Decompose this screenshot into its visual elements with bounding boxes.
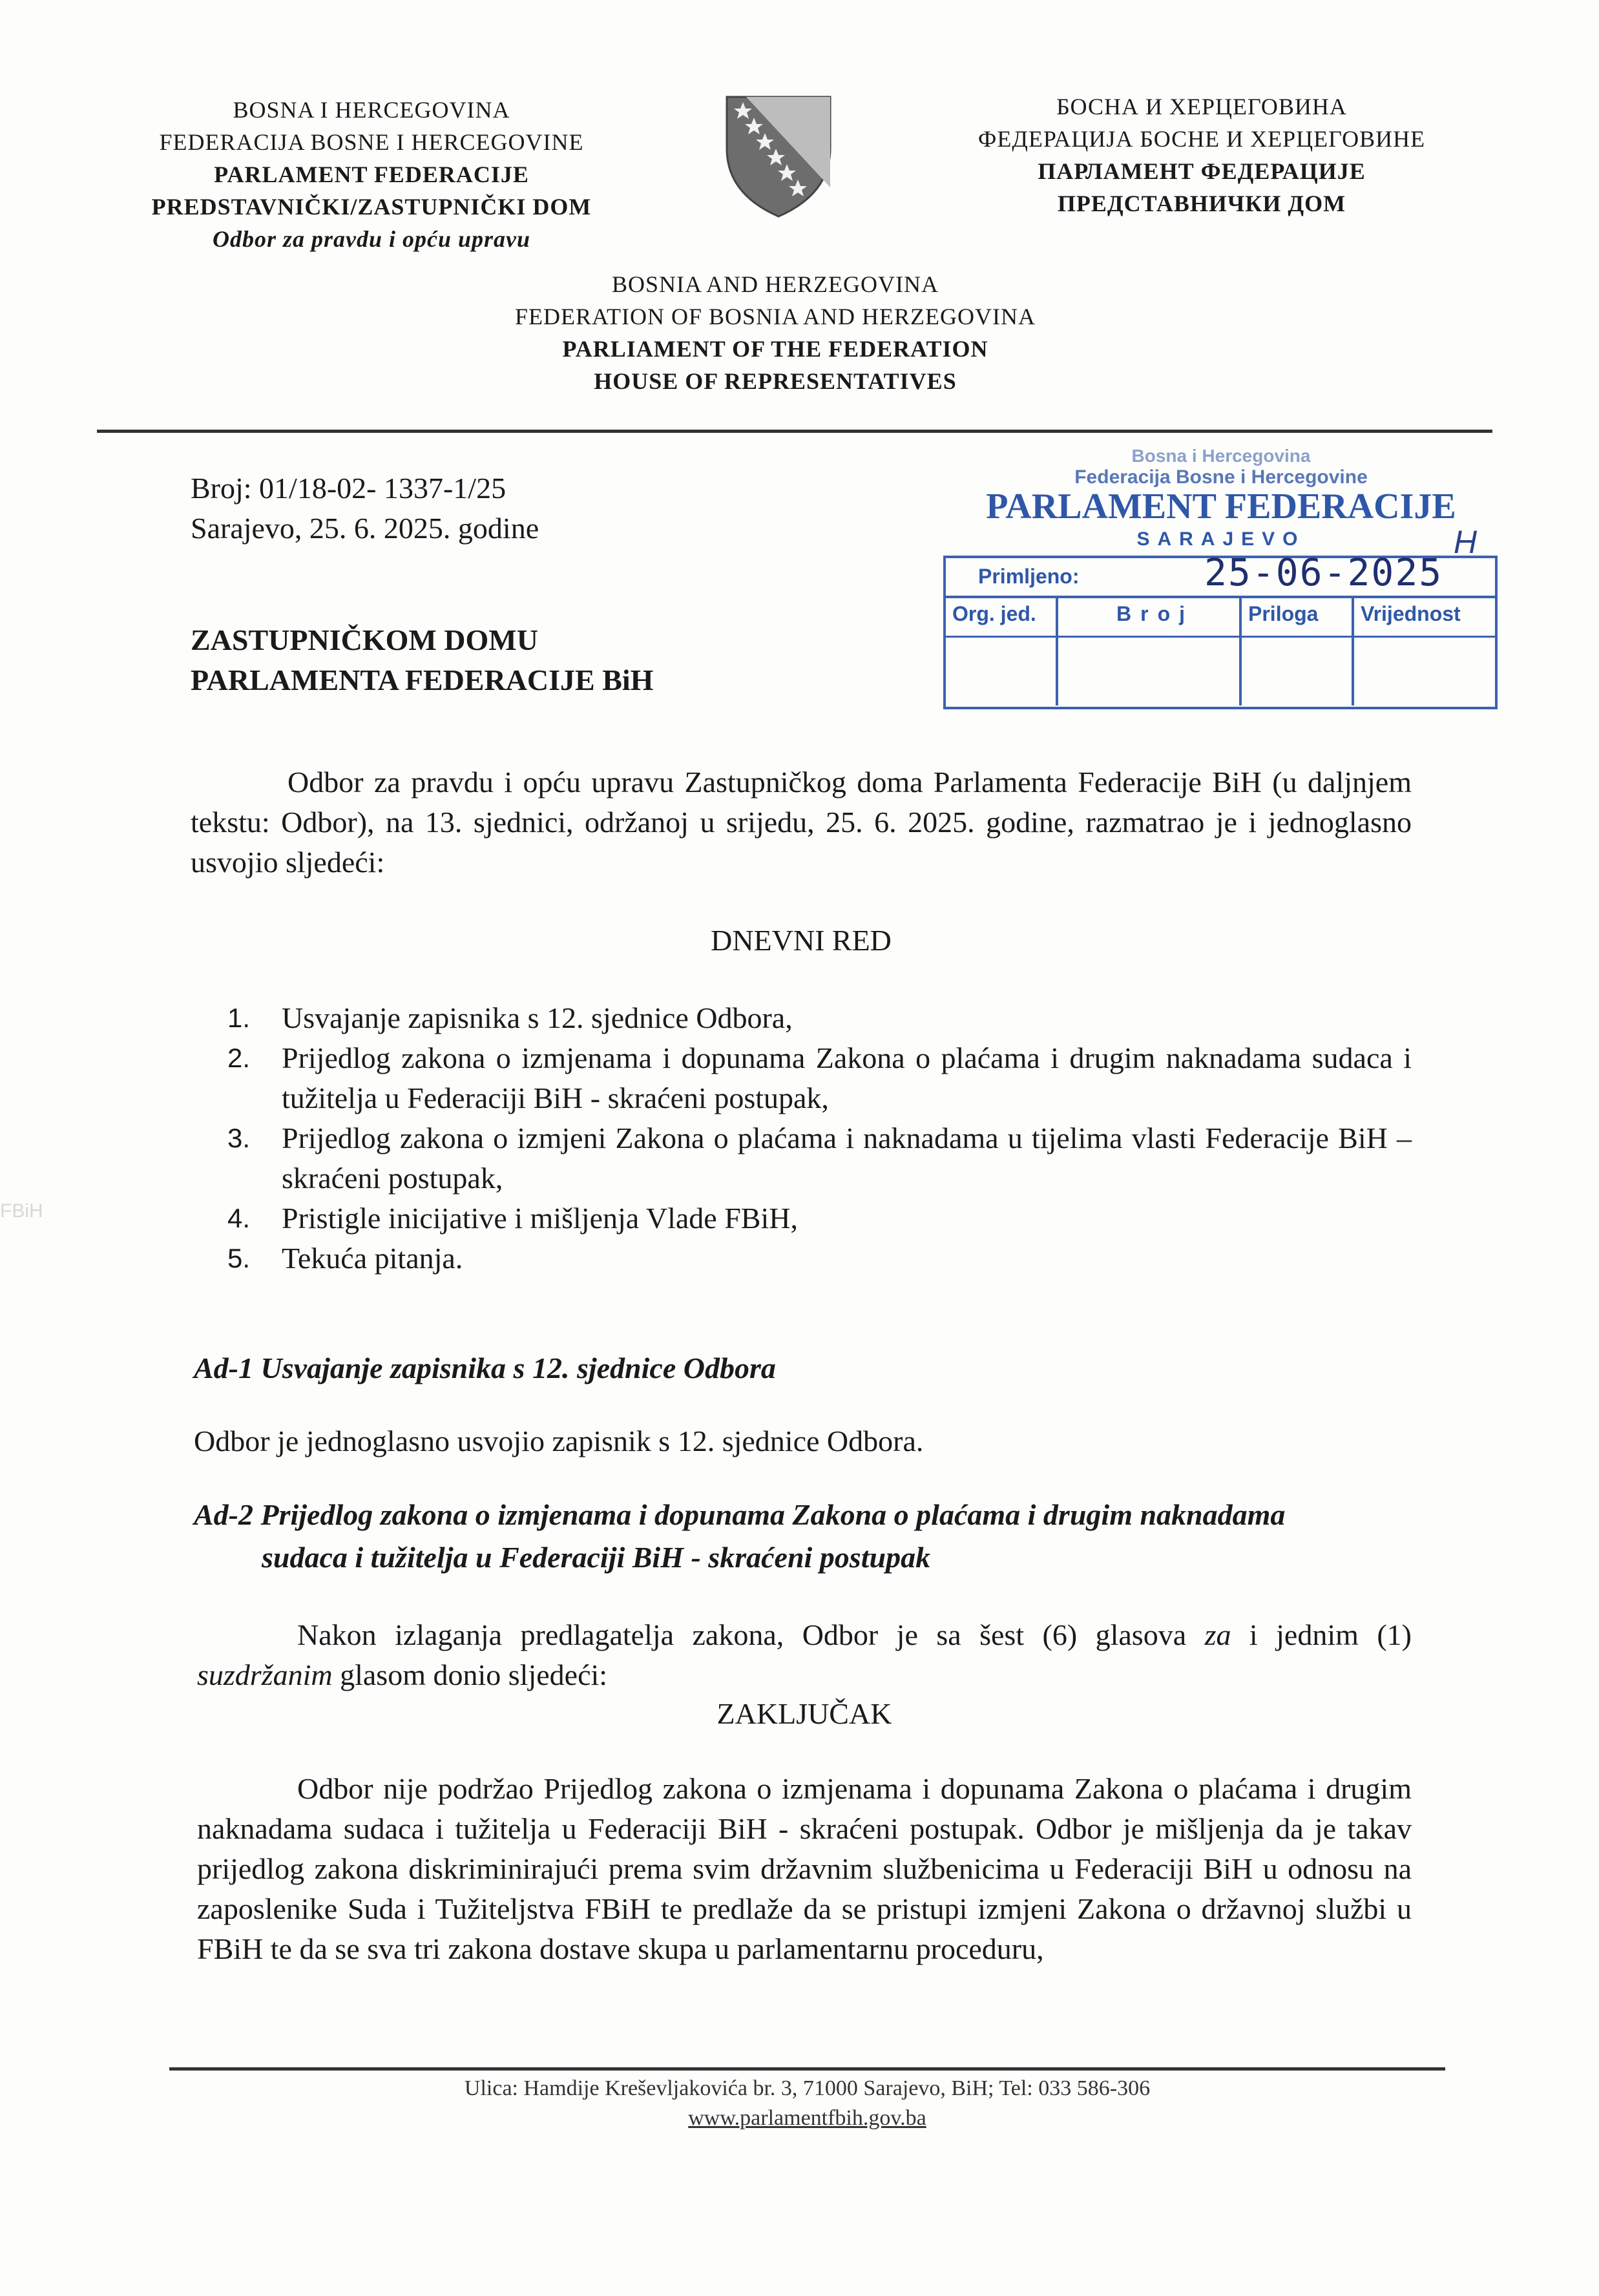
list-item xyxy=(227,1198,1412,1238)
header-house-cyrillic: ПРЕДСТАВНИЧКИ ДОМ xyxy=(1057,191,1346,216)
stamp-received-date: 25-06-2025 xyxy=(1204,550,1443,594)
stamp-country: Bosna i Hercegovina xyxy=(1131,446,1311,466)
header-country: BOSNA I HERCEGOVINA xyxy=(233,97,510,123)
header-latin xyxy=(97,94,646,255)
header-federation: FEDERACIJA BOSNE I HERCEGOVINE xyxy=(159,129,584,155)
header-house-english: HOUSE OF REPRESENTATIVES xyxy=(594,368,957,394)
list-item-number: 3. xyxy=(227,1123,251,1153)
received-stamp xyxy=(943,446,1499,711)
list-item xyxy=(227,1118,1412,1198)
stamp-handwritten-mark: H xyxy=(1454,524,1478,560)
stamp-col-priloga xyxy=(1242,598,1354,705)
list-item xyxy=(227,998,1412,1038)
vote-abstain-word: suzdržanim xyxy=(197,1658,333,1691)
addressee-line-2: PARLAMENTA FEDERACIJE BiH xyxy=(191,663,654,696)
list-item xyxy=(227,1038,1412,1118)
header-federation-cyrillic: ФЕДЕРАЦИЈА БОСНЕ И ХЕРЦЕГОВИНЕ xyxy=(977,126,1426,152)
list-item-text: Usvajanje zapisnika s 12. sjednice Odbora, xyxy=(282,1001,793,1034)
stamp-col-priloga-label: Priloga xyxy=(1248,602,1319,625)
footer xyxy=(169,2074,1445,2133)
header-committee: Odbor za pravdu i opću upravu xyxy=(212,226,531,252)
conclusion-title: ZAKLJUČAK xyxy=(716,1697,892,1730)
list-item-text: Prijedlog zakona o izmjeni Zakona o plaćama i naknadama u tijelima vlasti Federacije BiH – skraćeni postupak, xyxy=(282,1122,1412,1195)
bih-coat-of-arms-icon xyxy=(720,90,837,220)
intro-paragraph: Odbor za pravdu i opću upravu Zastupničkog doma Parlamenta Federacije BiH (u daljnjem tekstu: Odbor), na 13. sjednici, održanoj u srijedu, 25. 6. 2025. godine, razmatrao je i jednoglasno usvojio sljedeći: xyxy=(191,766,1412,879)
list-item-number: 1. xyxy=(227,1003,251,1033)
ad2-heading-line-2: sudaca i tužitelja u Federaciji BiH - skraćeni postupak xyxy=(262,1541,931,1574)
list-item-text: Pristigle inicijative i mišljenja Vlade FBiH, xyxy=(282,1202,798,1235)
header-house: PREDSTAVNIČKI/ZASTUPNIČKI DOM xyxy=(151,194,592,220)
stamp-city: SARAJEVO xyxy=(1136,528,1306,550)
header-parliament-cyrillic: ПАРЛАМЕНТ ФЕДЕРАЦИЈЕ xyxy=(1038,158,1366,184)
stamp-received-row xyxy=(946,550,1495,598)
footer-website-link[interactable]: www.parlamentfbih.gov.ba xyxy=(688,2106,926,2130)
stamp-col-vrijednost-label: Vrijednost xyxy=(1361,602,1461,625)
stamp-col-org xyxy=(946,598,1058,705)
footer-divider xyxy=(169,2067,1445,2071)
ad2-vote-paragraph xyxy=(197,1615,1412,1695)
ad2-heading xyxy=(194,1494,1415,1579)
vote-text-middle: i jednim (1) xyxy=(1231,1618,1412,1651)
ad1-heading: Ad-1 Usvajanje zapisnika s 12. sjednice Odbora xyxy=(194,1352,776,1384)
stamp-col-broj-label: Broj xyxy=(1116,602,1194,625)
side-watermark: FBiH xyxy=(0,1200,43,1222)
ad1-paragraph: Odbor je jednoglasno usvojio zapisnik s 12. sjednice Odbora. xyxy=(194,1425,924,1457)
addressee-line-1: ZASTUPNIČKOM DOMU xyxy=(191,623,538,656)
header-cyrillic xyxy=(924,90,1479,220)
list-item-text: Tekuća pitanja. xyxy=(282,1242,463,1275)
stamp-federation: Federacija Bosne i Hercegovine xyxy=(1074,466,1368,488)
stamp-table xyxy=(943,550,1498,709)
list-item-number: 5. xyxy=(227,1243,251,1273)
ad2-heading-line-1: Ad-2 Prijedlog zakona o izmjenama i dopunama Zakona o plaćama i drugim naknadama xyxy=(194,1498,1286,1531)
header-parliament-english: PARLIAMENT OF THE FEDERATION xyxy=(562,336,988,362)
reference-date: Sarajevo, 25. 6. 2025. godine xyxy=(191,512,539,545)
stamp-row-divider xyxy=(946,636,1495,638)
vote-text-end: glasom donio sljedeći: xyxy=(332,1658,608,1691)
header-country-cyrillic: БОСНА И ХЕРЦЕГОВИНА xyxy=(1056,94,1347,120)
stamp-col-vrijednost xyxy=(1354,598,1492,705)
document-reference xyxy=(191,468,539,548)
header-federation-english: FEDERATION OF BOSNIA AND HERZEGOVINA xyxy=(514,304,1036,329)
header-english xyxy=(388,268,1163,397)
vote-text-start: Nakon izlaganja predlagatelja zakona, Odbor je sa šest (6) glasova xyxy=(297,1618,1205,1651)
stamp-col-broj xyxy=(1058,598,1242,705)
stamp-received-label: Primljeno: xyxy=(978,565,1080,588)
header-parliament: PARLAMENT FEDERACIJE xyxy=(214,162,529,187)
vote-for-word: za xyxy=(1204,1618,1231,1651)
conclusion-paragraph: Odbor nije podržao Prijedlog zakona o izmjenama i dopunama Zakona o plaćama i drugim naknadama sudaca i tužitelja u Federaciji BiH - skraćeni postupak. Odbor je mišljenja da je takav prijedlog zakona diskriminirajući prema svim državnim službenicima u Federaciji BiH u odnosu na zaposlenike Suda i Tužiteljstva FBiH te predlaže da se pristupi izmjeni Zakona o državnoj službi u FBiH te da se sva tri zakona dostave skupa u parlamentarnu proceduru, xyxy=(197,1772,1412,1965)
header-country-english: BOSNIA AND HERZEGOVINA xyxy=(612,271,939,297)
agenda-title: DNEVNI RED xyxy=(711,924,892,957)
stamp-col-org-label: Org. jed. xyxy=(952,602,1036,625)
list-item-text: Prijedlog zakona o izmjenama i dopunama Zakona o plaćama i drugim naknadama sudaca i tužitelja u Federaciji BiH - skraćeni postupak, xyxy=(282,1041,1412,1114)
stamp-parliament: PARLAMENT FEDERACIJE xyxy=(986,486,1456,527)
reference-number: Broj: 01/18-02- 1337-1/25 xyxy=(191,472,507,505)
list-item-number: 4. xyxy=(227,1203,251,1233)
addressee xyxy=(191,620,653,700)
list-item xyxy=(227,1238,1412,1278)
footer-address: Ulica: Hamdije Kreševljakovića br. 3, 71000 Sarajevo, BiH; Tel: 033 586-306 xyxy=(464,2076,1151,2100)
header-divider xyxy=(97,430,1492,433)
agenda-list xyxy=(227,998,1412,1278)
list-item-number: 2. xyxy=(227,1043,251,1073)
